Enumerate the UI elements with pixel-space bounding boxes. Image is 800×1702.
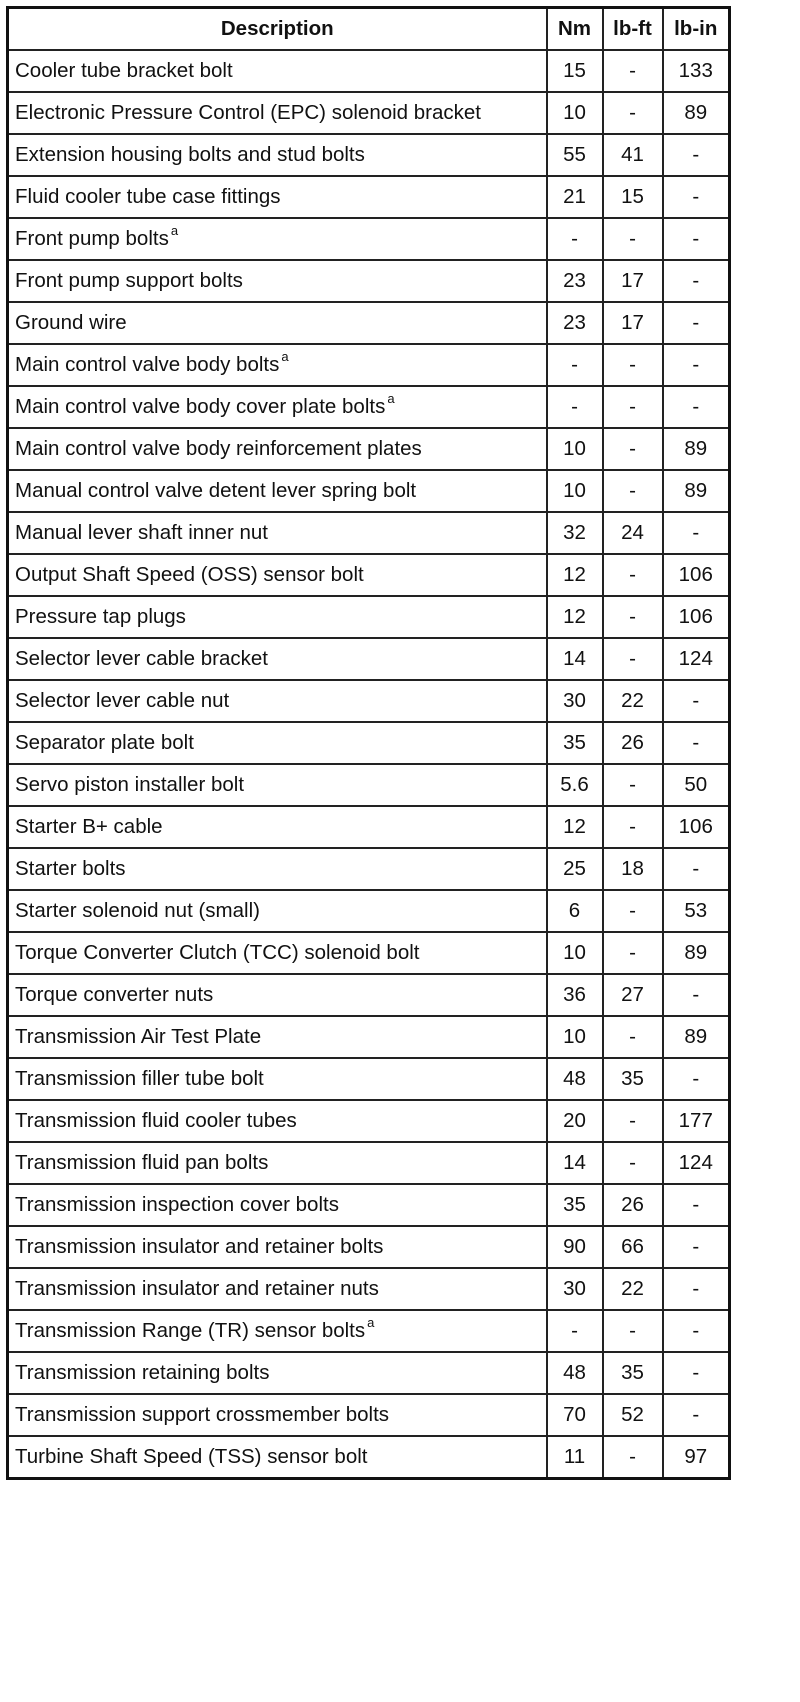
cell-description xyxy=(8,386,547,428)
cell-lbin: - xyxy=(663,302,730,344)
table-row xyxy=(8,974,730,1016)
table-row xyxy=(8,134,730,176)
cell-lbin: 89 xyxy=(663,470,730,512)
cell-description xyxy=(8,260,547,302)
cell-lbft: - xyxy=(603,1310,663,1352)
cell-lbft: 26 xyxy=(603,1184,663,1226)
cell-lbft: 27 xyxy=(603,974,663,1016)
cell-nm: - xyxy=(547,218,603,260)
cell-lbft: - xyxy=(603,1436,663,1479)
cell-nm: - xyxy=(547,1310,603,1352)
table-row xyxy=(8,1058,730,1100)
cell-nm: 14 xyxy=(547,1142,603,1184)
cell-lbft: - xyxy=(603,218,663,260)
table-row xyxy=(8,806,730,848)
cell-lbft: 52 xyxy=(603,1394,663,1436)
cell-lbft: 24 xyxy=(603,512,663,554)
description-text: Main control valve body cover plate bolts xyxy=(15,395,386,418)
cell-nm: 25 xyxy=(547,848,603,890)
table-row xyxy=(8,1016,730,1058)
cell-lbft: - xyxy=(603,1100,663,1142)
cell-description xyxy=(8,638,547,680)
cell-description xyxy=(8,302,547,344)
table-row xyxy=(8,1100,730,1142)
cell-description xyxy=(8,428,547,470)
cell-nm: 12 xyxy=(547,806,603,848)
cell-nm: - xyxy=(547,344,603,386)
description-text: Output Shaft Speed (OSS) sensor bolt xyxy=(15,563,364,586)
cell-lbin: - xyxy=(663,260,730,302)
table-row xyxy=(8,302,730,344)
cell-nm: 10 xyxy=(547,428,603,470)
table-row xyxy=(8,218,730,260)
description-text: Selector lever cable bracket xyxy=(15,647,268,670)
cell-lbft: 22 xyxy=(603,1268,663,1310)
cell-nm: 12 xyxy=(547,554,603,596)
description-text: Starter solenoid nut (small) xyxy=(15,899,260,922)
description-text: Selector lever cable nut xyxy=(15,689,230,712)
table-row xyxy=(8,554,730,596)
table-row xyxy=(8,1184,730,1226)
description-text: Transmission fluid pan bolts xyxy=(15,1151,269,1174)
cell-description xyxy=(8,596,547,638)
cell-lbft: 41 xyxy=(603,134,663,176)
cell-description xyxy=(8,218,547,260)
cell-description xyxy=(8,1394,547,1436)
cell-lbft: - xyxy=(603,806,663,848)
cell-lbin: 106 xyxy=(663,806,730,848)
cell-description xyxy=(8,50,547,92)
cell-lbft: - xyxy=(603,92,663,134)
description-text: Starter B+ cable xyxy=(15,815,163,838)
torque-specifications-table xyxy=(6,6,731,1480)
cell-nm: 15 xyxy=(547,50,603,92)
description-text: Transmission Air Test Plate xyxy=(15,1025,262,1048)
cell-description xyxy=(8,1268,547,1310)
cell-lbin: 53 xyxy=(663,890,730,932)
table-row xyxy=(8,932,730,974)
cell-nm: 23 xyxy=(547,302,603,344)
cell-lbft: - xyxy=(603,386,663,428)
cell-nm: 35 xyxy=(547,722,603,764)
cell-lbin: 89 xyxy=(663,92,730,134)
header-lbin: lb-in xyxy=(663,8,730,51)
cell-description xyxy=(8,344,547,386)
cell-nm: 5.6 xyxy=(547,764,603,806)
cell-lbin: 124 xyxy=(663,638,730,680)
table-row xyxy=(8,1436,730,1479)
cell-nm: 48 xyxy=(547,1058,603,1100)
cell-nm: 48 xyxy=(547,1352,603,1394)
cell-lbin: - xyxy=(663,344,730,386)
cell-description xyxy=(8,134,547,176)
description-text: Main control valve body bolts xyxy=(15,353,280,376)
table-row xyxy=(8,722,730,764)
cell-description xyxy=(8,848,547,890)
cell-lbft: - xyxy=(603,50,663,92)
cell-lbft: - xyxy=(603,764,663,806)
description-text: Torque converter nuts xyxy=(15,983,214,1006)
table-row xyxy=(8,1142,730,1184)
table-row xyxy=(8,596,730,638)
cell-lbft: - xyxy=(603,638,663,680)
cell-description xyxy=(8,974,547,1016)
description-text: Front pump support bolts xyxy=(15,269,243,292)
cell-description xyxy=(8,806,547,848)
cell-nm: 23 xyxy=(547,260,603,302)
description-text: Transmission insulator and retainer bolts xyxy=(15,1235,384,1258)
cell-lbin: 106 xyxy=(663,596,730,638)
description-text: Transmission Range (TR) sensor bolts xyxy=(15,1319,366,1342)
description-text: Extension housing bolts and stud bolts xyxy=(15,143,365,166)
description-text: Ground wire xyxy=(15,311,127,334)
cell-lbft: - xyxy=(603,1016,663,1058)
cell-description xyxy=(8,176,547,218)
table-row xyxy=(8,680,730,722)
cell-lbft: 22 xyxy=(603,680,663,722)
description-text: Transmission insulator and retainer nuts xyxy=(15,1277,379,1300)
cell-lbft: - xyxy=(603,1142,663,1184)
table-row xyxy=(8,638,730,680)
cell-lbft: 26 xyxy=(603,722,663,764)
cell-lbft: 15 xyxy=(603,176,663,218)
cell-nm: 35 xyxy=(547,1184,603,1226)
cell-lbft: - xyxy=(603,890,663,932)
cell-lbin: 177 xyxy=(663,1100,730,1142)
table-row xyxy=(8,1310,730,1352)
cell-lbin: 97 xyxy=(663,1436,730,1479)
cell-lbft: 66 xyxy=(603,1226,663,1268)
table-row xyxy=(8,428,730,470)
cell-nm: 55 xyxy=(547,134,603,176)
description-text: Servo piston installer bolt xyxy=(15,773,245,796)
cell-lbft: 17 xyxy=(603,302,663,344)
table-row xyxy=(8,176,730,218)
cell-lbin: - xyxy=(663,218,730,260)
cell-nm: 21 xyxy=(547,176,603,218)
table-row xyxy=(8,1352,730,1394)
cell-nm: 10 xyxy=(547,1016,603,1058)
table-body xyxy=(8,50,730,1479)
description-text: Main control valve body reinforcement plates xyxy=(15,437,422,460)
table-row xyxy=(8,890,730,932)
cell-nm: 90 xyxy=(547,1226,603,1268)
cell-lbin: - xyxy=(663,1310,730,1352)
description-text: Transmission inspection cover bolts xyxy=(15,1193,339,1216)
cell-lbft: 35 xyxy=(603,1352,663,1394)
cell-description xyxy=(8,1058,547,1100)
description-text: Fluid cooler tube case fittings xyxy=(15,185,281,208)
cell-lbin: - xyxy=(663,1268,730,1310)
table-row xyxy=(8,764,730,806)
cell-description xyxy=(8,1436,547,1479)
cell-lbft: 35 xyxy=(603,1058,663,1100)
cell-lbin: 89 xyxy=(663,1016,730,1058)
footnote-marker: a xyxy=(281,349,289,364)
description-text: Manual lever shaft inner nut xyxy=(15,521,268,544)
table-row xyxy=(8,512,730,554)
cell-lbin: - xyxy=(663,1226,730,1268)
table-row xyxy=(8,344,730,386)
cell-description xyxy=(8,470,547,512)
cell-lbin: 50 xyxy=(663,764,730,806)
cell-lbft: 18 xyxy=(603,848,663,890)
cell-lbft: 17 xyxy=(603,260,663,302)
cell-lbin: - xyxy=(663,134,730,176)
cell-nm: 6 xyxy=(547,890,603,932)
description-text: Transmission fluid cooler tubes xyxy=(15,1109,297,1132)
cell-lbin: - xyxy=(663,974,730,1016)
description-text: Transmission retaining bolts xyxy=(15,1361,270,1384)
table-row xyxy=(8,386,730,428)
table-row xyxy=(8,1394,730,1436)
cell-description xyxy=(8,1310,547,1352)
description-text: Transmission filler tube bolt xyxy=(15,1067,264,1090)
cell-lbft: - xyxy=(603,470,663,512)
table-header-row xyxy=(8,8,730,51)
table-row xyxy=(8,470,730,512)
description-text: Electronic Pressure Control (EPC) solenoid bracket xyxy=(15,101,481,124)
cell-nm: 10 xyxy=(547,932,603,974)
description-text: Pressure tap plugs xyxy=(15,605,186,628)
cell-nm: - xyxy=(547,386,603,428)
cell-description xyxy=(8,1226,547,1268)
cell-nm: 11 xyxy=(547,1436,603,1479)
cell-nm: 14 xyxy=(547,638,603,680)
cell-lbin: - xyxy=(663,1394,730,1436)
cell-nm: 70 xyxy=(547,1394,603,1436)
cell-lbin: 133 xyxy=(663,50,730,92)
cell-description xyxy=(8,722,547,764)
table-row xyxy=(8,1226,730,1268)
cell-lbin: 106 xyxy=(663,554,730,596)
cell-lbin: - xyxy=(663,680,730,722)
description-text: Cooler tube bracket bolt xyxy=(15,59,233,82)
cell-description xyxy=(8,932,547,974)
header-description: Description xyxy=(8,8,547,51)
footnote-marker: a xyxy=(170,223,179,238)
table-row xyxy=(8,50,730,92)
cell-description xyxy=(8,512,547,554)
cell-lbin: - xyxy=(663,722,730,764)
cell-lbin: - xyxy=(663,1352,730,1394)
footnote-marker: a xyxy=(367,1315,375,1330)
cell-lbft: - xyxy=(603,596,663,638)
cell-lbft: - xyxy=(603,344,663,386)
cell-lbin: - xyxy=(663,848,730,890)
cell-description xyxy=(8,1016,547,1058)
cell-description xyxy=(8,1142,547,1184)
cell-lbin: 89 xyxy=(663,428,730,470)
footnote-marker: a xyxy=(387,391,395,406)
cell-description xyxy=(8,890,547,932)
description-text: Torque Converter Clutch (TCC) solenoid bolt xyxy=(15,941,420,964)
cell-description xyxy=(8,554,547,596)
cell-lbin: - xyxy=(663,386,730,428)
table-row xyxy=(8,92,730,134)
cell-description xyxy=(8,1184,547,1226)
description-text: Separator plate bolt xyxy=(15,731,194,754)
cell-nm: 10 xyxy=(547,92,603,134)
cell-lbin: - xyxy=(663,512,730,554)
header-nm: Nm xyxy=(547,8,603,51)
cell-nm: 20 xyxy=(547,1100,603,1142)
cell-nm: 36 xyxy=(547,974,603,1016)
cell-description xyxy=(8,764,547,806)
description-text: Front pump bolts xyxy=(15,227,169,250)
table-row xyxy=(8,848,730,890)
cell-description xyxy=(8,92,547,134)
cell-nm: 30 xyxy=(547,680,603,722)
table-row xyxy=(8,260,730,302)
description-text: Turbine Shaft Speed (TSS) sensor bolt xyxy=(15,1445,368,1468)
cell-lbin: 89 xyxy=(663,932,730,974)
cell-lbft: - xyxy=(603,428,663,470)
header-lbft: lb-ft xyxy=(603,8,663,51)
description-text: Starter bolts xyxy=(15,857,126,880)
cell-lbft: - xyxy=(603,932,663,974)
cell-nm: 12 xyxy=(547,596,603,638)
description-text: Manual control valve detent lever spring bolt xyxy=(15,479,417,502)
cell-nm: 10 xyxy=(547,470,603,512)
cell-lbft: - xyxy=(603,554,663,596)
cell-description xyxy=(8,1352,547,1394)
cell-lbin: - xyxy=(663,1058,730,1100)
cell-description xyxy=(8,1100,547,1142)
cell-lbin: 124 xyxy=(663,1142,730,1184)
cell-nm: 30 xyxy=(547,1268,603,1310)
cell-description xyxy=(8,680,547,722)
cell-lbin: - xyxy=(663,176,730,218)
description-text: Transmission support crossmember bolts xyxy=(15,1403,390,1426)
cell-lbin: - xyxy=(663,1184,730,1226)
table-row xyxy=(8,1268,730,1310)
cell-nm: 32 xyxy=(547,512,603,554)
